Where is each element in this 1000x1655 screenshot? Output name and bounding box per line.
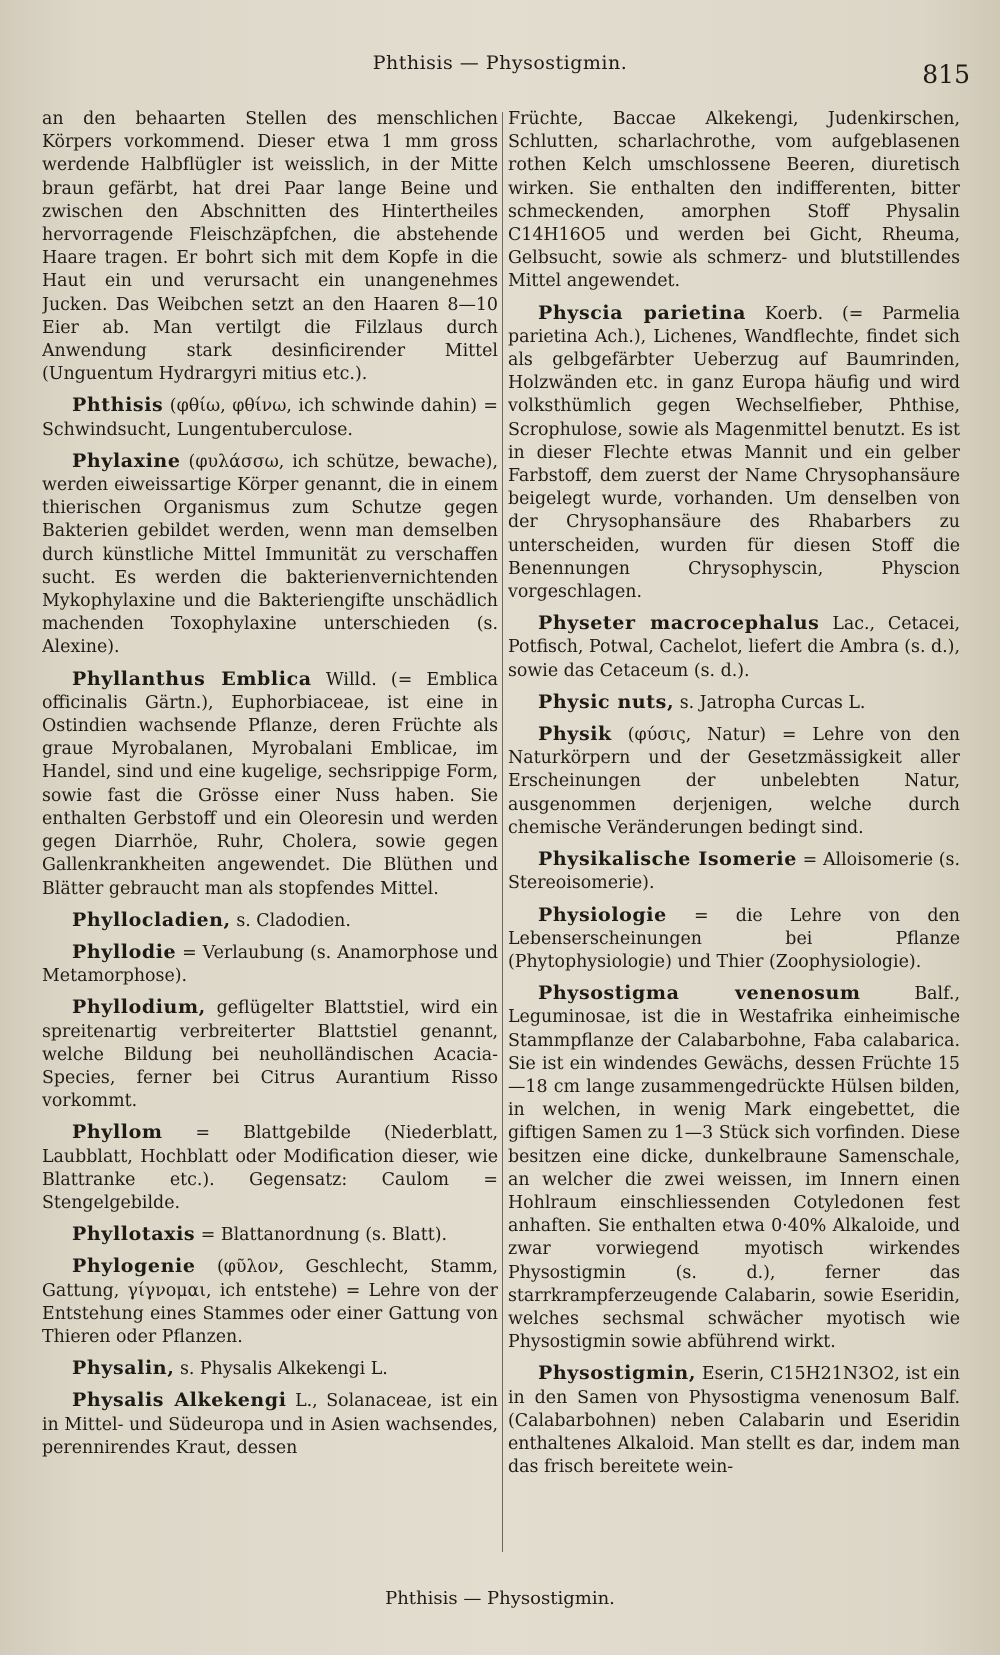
entry-headword: Phyllodium,	[72, 996, 206, 1019]
entry-headword: Physalin,	[72, 1357, 175, 1380]
entry-headword: Physikalische Isomerie	[538, 848, 797, 871]
page-number: 815	[922, 60, 970, 89]
dictionary-entry	[508, 612, 960, 683]
entry-headword: Phyllotaxis	[72, 1223, 196, 1246]
entry-headword: Phylogenie	[72, 1255, 196, 1278]
page-footer: Phthisis — Physostigmin.	[385, 1588, 615, 1609]
entry-text: an den behaarten Stellen des menschlichen Körpers vorkommend. Dieser etwa 1 mm gross werdende Halbflügler ist weisslich, in der Mitte braun gefärbt, hat drei Paar lange Beine und zwischen den Abschnitten des Hintertheiles hervorragende Fleischzäpfchen, die abstehende Haare tragen. Er bohrt sich mit dem Kopfe in die Haut ein und verursacht ein unangenehmes Jucken. Das Weibchen setzt an den Haaren 8—10 Eier ab. Man vertilgt die Filzlaus durch Anwendung stark desinficirender Mittel (Unguentum Hydrargyri mitius etc.).	[42, 109, 498, 385]
dictionary-entry	[42, 450, 498, 660]
dictionary-entry	[508, 723, 960, 840]
entry-text: (φθίω, φθίνω, ich schwinde dahin) = Schwindsucht, Lungentuberculose.	[42, 396, 498, 440]
dictionary-entry	[42, 1223, 498, 1247]
entry-text: s. Cladodien.	[236, 910, 351, 931]
entry-text: Früchte, Baccae Alkekengi, Judenkirschen, Schlutten, scharlachrothe, vom aufgeblasenen rothen Kelch umschlossene Beeren, diuretisch wirken. Sie enthalten den indifferenten, bitter schmeckenden, amorphen Stoff Physalin C14H16O5 und werden bei Gicht, Rheuma, Gelbsucht, sowie als schmerz- und blutstillendes Mittel angewendet.	[508, 109, 960, 292]
dictionary-entry	[42, 941, 498, 988]
entry-headword: Phyllom	[72, 1121, 163, 1144]
entry-text: = Blattanordnung (s. Blatt).	[200, 1225, 448, 1246]
entry-text: (φῦλον, Geschlecht, Stamm, Gattung, γίγνομαι, ich entstehe) = Lehre von der Entstehung eines Stammes oder einer Gattung von Thieren oder Pflanzen.	[42, 1257, 498, 1347]
dictionary-entry	[508, 982, 960, 1354]
column-divider	[502, 112, 503, 1552]
entry-text: s. Physalis Alkekengi L.	[179, 1359, 388, 1380]
entry-text: s. Jatropha Curcas L.	[679, 692, 866, 713]
entry-headword: Physcia parietina	[538, 301, 747, 324]
dictionary-entry	[42, 996, 498, 1113]
entry-headword: Phylaxine	[72, 449, 181, 472]
left-column	[42, 108, 498, 1573]
dictionary-entry	[508, 904, 960, 975]
entry-headword: Physiologie	[538, 903, 667, 926]
entry-headword: Phyllodie	[72, 940, 177, 963]
dictionary-entry	[508, 848, 960, 895]
dictionary-entry	[42, 1389, 498, 1460]
dictionary-entry	[42, 1121, 498, 1215]
entry-headword: Physostigmin,	[538, 1362, 697, 1385]
entry-text: Lac., Cetacei, Potfisch, Potwal, Cachelot, liefert die Ambra (s. d.), sowie das Cetaceum (s. d.).	[508, 614, 960, 681]
dictionary-entry	[508, 1362, 960, 1479]
entry-headword: Phyllocladien,	[72, 908, 231, 931]
entry-headword: Phthisis	[72, 394, 164, 417]
entry-text: Eserin, C15H21N3O2, ist ein in den Samen von Physostigma venenosum Balf. (Calabarbohnen) neben Calabarin und Eseridin enthaltenes Alkaloid. Man stellt es dar, indem man das frisch bereitete wein-	[508, 1364, 960, 1478]
entry-headword: Physeter macrocephalus	[538, 612, 820, 635]
entry-headword: Physalis Alkekengi	[72, 1389, 287, 1412]
dictionary-entry	[42, 909, 498, 933]
entry-text: Koerb. (= Parmelia parietina Ach.), Lichenes, Wandflechte, findet sich als gelbgefärbter Ueberzug auf Baumrinden, Holzwänden etc. in ganz Europa häufig und wird volksthümlich gegen Wechselfieber, Phthise, Scrophulose, sowie als Magenmittel benutzt. Es ist in dieser Flechte etwas Mannit und ein gelber Farbstoff, dem zuerst der Name Chrysophansäure beigelegt wurde, vorhanden. Um denselben von der Chrysophansäure des Rhabarbers zu unterscheiden, wurden für diesen Stoff die Benennungen Chrysophyscin, Physcion vorgeschlagen.	[508, 303, 960, 603]
dictionary-entry	[508, 302, 960, 605]
dictionary-entry	[42, 394, 498, 441]
entry-text: Balf., Leguminosae, ist die in Westafrika einheimische Stammpflanze der Calabarbohne, Faba calabarica. Sie ist ein windendes Gewächs, dessen Früchte 15—18 cm lange zusammengedrückte Hülsen bilden, in welchen, in wenig Mark eingebettet, die giftigen Samen zu 1—3 Stück sich vorfinden. Diese besitzen eine dicke, dunkelbraune Samenschale, an welcher die zwei weissen, im Innern einen Hohlraum einschliessenden Cotyledonen fest anhaften. Sie enthalten etwa 0·40% Alkaloide, und zwar vorwiegend myotisch wirkendes Physostigmin (s. d.), ferner das starrkrampferzeugende Calabarin, sowie Eseridin, welches sechsmal schwächer myotisch wie Physostigmin sowie abführend wirkt.	[508, 984, 960, 1353]
entry-text: Willd. (= Emblica officinalis Gärtn.), Euphorbiaceae, ist eine in Ostindien wachsende Pflanze, deren Früchte als graue Myrobalanen, Myrobalani Emblicae, im Handel, sind und eine kugelige, sechsrippige Form, sowie fast die Grösse einer Nuss haben. Sie enthalten Gerbstoff und ein Oleoresin und werden gegen Diarrhöe, Ruhr, Cholera, sowie gegen Gallenkrankheiten angewendet. Die Blüthen und Blätter gebraucht man als stopfendes Mittel.	[42, 669, 498, 899]
dictionary-entry	[508, 108, 960, 294]
entry-headword: Physik	[538, 723, 612, 746]
entry-text: = Verlaubung (s. Anamorphose und Metamorphose).	[42, 942, 498, 987]
entry-headword: Phyllanthus Emblica	[72, 667, 312, 690]
entry-headword: Physic nuts,	[538, 690, 675, 713]
entry-text: (φύσις, Natur) = Lehre von den Naturkörpern und der Gesetzmässigkeit aller Erscheinungen der unbelebten Natur, ausgenommen derjenigen, welche durch chemische Veränderungen bedingt sind.	[508, 725, 960, 838]
entry-text: L., Solanaceae, ist ein in Mittel- und Südeuropa und in Asien wachsendes, perennirendes Kraut, dessen	[42, 1391, 498, 1458]
dictionary-entry	[508, 691, 960, 715]
entry-text: = Alloisomerie (s. Stereoisomerie).	[508, 850, 960, 894]
entry-text: geflügelter Blattstiel, wird ein spreitenartig verbreiterter Blattstiel genannt, welche Bildung bei neuholländischen Acacia-Species, ferner bei Citrus Aurantium Risso vorkommt.	[42, 998, 498, 1112]
dictionary-entry	[42, 1255, 498, 1349]
entry-text: = die Lehre von den Lebenserscheinungen bei Pflanze (Phytophysiologie) und Thier (Zoophysiologie).	[508, 905, 960, 972]
entry-text: = Blattgebilde (Niederblatt, Laubblatt, Hochblatt oder Modification dieser, wie Blattranke etc.). Gegensatz: Caulom = Stengelgebilde.	[42, 1123, 498, 1213]
entry-text: (φυλάσσω, ich schütze, bewache), werden eiweissartige Körper genannt, die in einem thierischen Organismus zum Schutze gegen Bakterien gebildet werden, wenn man demselben durch künstliche Mittel Immunität zu verschaffen sucht. Es werden die bakterienvernichtenden Mykophylaxine und die Bakteriengifte unschädlich machenden Toxophylaxine unterschieden (s. Alexine).	[42, 451, 498, 658]
entry-headword: Physostigma venenosum	[538, 982, 861, 1005]
dictionary-entry	[42, 668, 498, 901]
running-head: Phthisis — Physostigmin.	[372, 52, 628, 74]
right-column	[508, 108, 960, 1573]
dictionary-entry	[42, 1357, 498, 1381]
dictionary-entry	[42, 108, 498, 386]
